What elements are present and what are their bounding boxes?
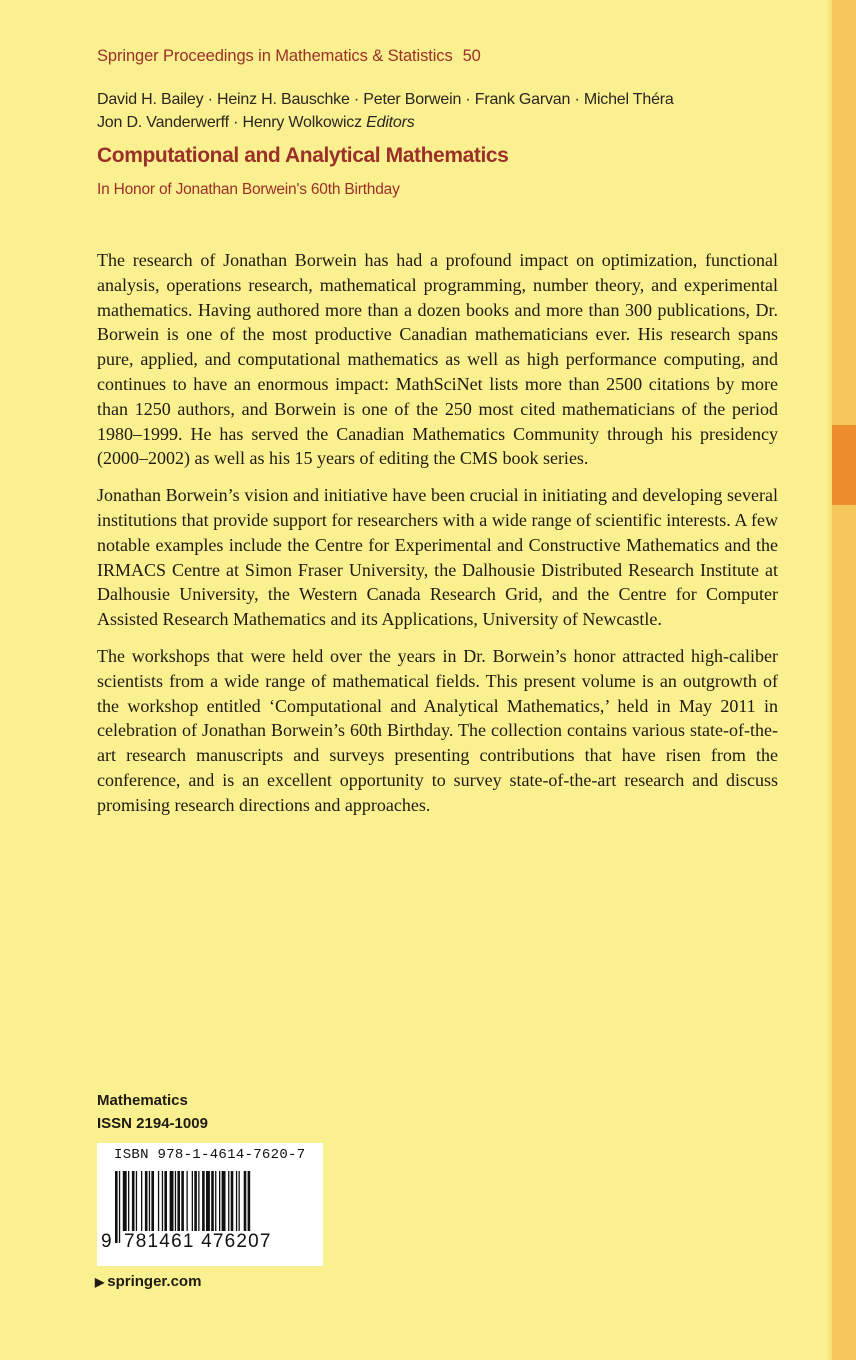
editors-block (97, 88, 697, 134)
editors-line-2 (97, 111, 697, 134)
issn-label: ISSN 2194-1009 (97, 1115, 208, 1132)
triangle-right-icon: ▶ (95, 1275, 105, 1289)
series-volume: 50 (462, 47, 481, 65)
blurb-paragraph-2: Jonathan Borwein’s vision and initiative have been crucial in initiating and developing several institutions that provide support for researchers with a wide range of scientific interests. A few notable examples include the Centre for Experimental and Constructive Mathematics and the IRMACS Centre at Simon Fraser University, the Dalhousie Distributed Research Institute at Dalhousie University, the Western Canada Research Grid, and the Centre for Computer Assisted Research Mathematics and its Applications, University of Newcastle. (97, 485, 778, 630)
editors-role: Editors (366, 114, 415, 131)
series-line (97, 47, 481, 66)
editors-line-1: David H. Bailey · Heinz H. Bauschke · Peter Borwein · Frank Garvan · Michel Théra (97, 91, 674, 108)
spine-strip (832, 0, 856, 1360)
ean-digits: 781461 476207 (124, 1231, 272, 1252)
website-label: springer.com (107, 1273, 202, 1290)
series-name: Springer Proceedings in Mathematics & Statistics (97, 47, 453, 65)
barcode (97, 1143, 323, 1266)
blurb-text (97, 248, 778, 830)
ean-first-digit: 9 (101, 1231, 112, 1252)
subject-label: Mathematics (97, 1092, 188, 1109)
blurb-paragraph-3: The workshops that were held over the years in Dr. Borwein’s honor attracted high-caliber scientists from a wide range of mathematical fields. This present volume is an outgrowth of the workshop entitled ‘Computational and Analytical Mathematics,’ held in May 2011 in celebration of Jonathan Borwein’s 60th Birthday. The collection contains various state-of-the-art research manuscripts and surveys presenting contributions that have risen from the conference, and is an excellent opportunity to survey state-of-the-art research and discuss promising research directions and approaches. (97, 645, 778, 815)
spine-accent-band (832, 425, 856, 505)
book-subtitle: In Honor of Jonathan Borwein's 60th Birthday (97, 181, 400, 198)
editors-names-2: Jon D. Vanderwerff · Henry Wolkowicz (97, 114, 362, 131)
isbn-text: ISBN 978-1-4614-7620-7 (114, 1147, 306, 1163)
blurb-paragraph-1: The research of Jonathan Borwein has had a profound impact on optimization, functional analysis, operations research, mathematical programming, number theory, and experimental mathematics. Having authored more than a dozen books and more than 300 publications, Dr. Borwein is one of the most productive Canadian mathematicians ever. His research spans pure, applied, and computational mathematics as well as high performance computing, and continues to have an enormous impact: MathSciNet lists more than 2500 citations by more than 1250 authors, and Borwein is one of the 250 most cited mathematicians of the period 1980–1999. He has served the Canadian Mathematics Community through his presidency (2000–2002) as well as his 15 years of editing the CMS book series. (97, 250, 778, 469)
book-title: Computational and Analytical Mathematics (97, 144, 509, 167)
publisher-website (95, 1273, 201, 1290)
